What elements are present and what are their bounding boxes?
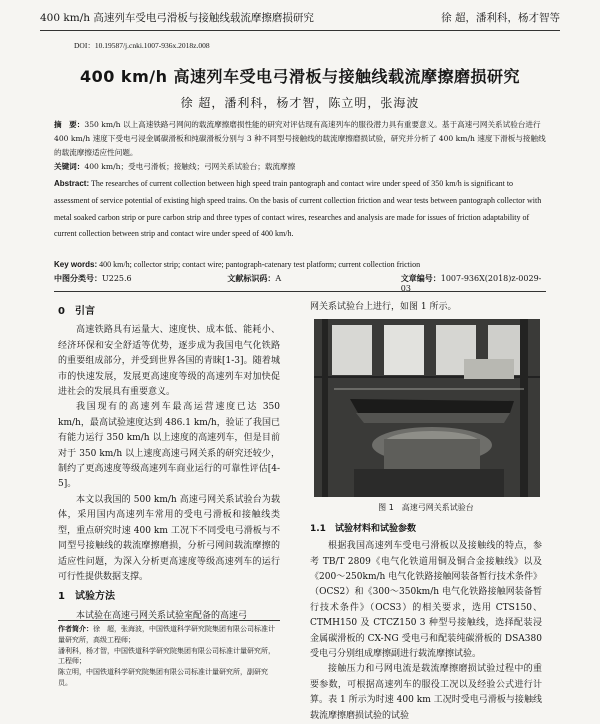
- running-header-title: 400 km/h 高速列车受电弓滑板与接触线载流摩擦磨损研究: [40, 11, 314, 24]
- section-1-heading: 1 试验方法: [58, 591, 115, 603]
- english-abstract-text: The researches of current collection between high speed train pantograph and contact wire under speed of 350 km/h is significant to assessment of service potential of existing high speed trains. On the basis of current collection friction and wear tests between pantograph collector with metal soaked carbon strip or pure carbon strip and three types of contact wires, researches and analysis are made for issues of friction adaptability of current collection between strip and contact wire under speed of 400 km/h.: [54, 179, 542, 239]
- english-keywords-label: Key words:: [54, 260, 98, 269]
- english-keywords: [54, 258, 546, 272]
- article-number: 文章编号：1007-936X(2018)z-0029-03: [400, 274, 542, 293]
- clc-number: 中图分类号：U225.6: [54, 274, 132, 283]
- paragraph-parameters: 接触压力和弓网电流是载流摩擦磨损试验过程中的重要参数，可根据高速列车的服役工况以及经验公式进行计算。表 1 所示为时速 400 km 工况时受电弓滑板与接触线载流摩擦磨损试验的试验: [310, 664, 542, 721]
- document-code: 文献标识码：A: [227, 274, 282, 283]
- running-header-authors: 徐 超，潘利科，杨才智等: [441, 11, 560, 24]
- classification-row: [54, 273, 546, 292]
- footnote-line-1: 作者简介：徐 超，张海波，中国铁道科学研究院集团有限公司标准计量研究所，高级工程师；: [58, 625, 275, 644]
- doi: DOI：10.19587/j.cnki.1007-936x.2018z.008: [74, 41, 210, 50]
- chinese-abstract-label: 摘 要：: [54, 120, 85, 129]
- chinese-abstract-text: 350 km/h 以上高速铁路弓网间的载流摩擦磨损性能的研究对评估现有高速列车的服役潜力具有重要意义。基于高速弓网关系试验台进行 400 km/h 速度下受电弓浸金属碳滑板和纯碳滑板分别与 3 种不同型号接触线的载流摩擦磨损试验，研究并分析了 400 km/h 速度下滑板与接触线的载流摩擦适应性问题。: [54, 120, 546, 157]
- running-header: [40, 8, 560, 31]
- left-column: [58, 300, 280, 624]
- figure-1-caption: 图 1 高速弓网关系试验台: [378, 503, 474, 513]
- english-abstract-label: Abstract:: [54, 179, 90, 188]
- paragraph-intro-1: 高速铁路具有运量大、速度快、成本低、能耗小、经济环保和安全舒适等优势，逐步成为我国电气化铁路的重要组成部分，并受到世界各国的青睐[1-3]。随着城市的快速发展，发展更高速度等级的高速列车对加快促进社会的发展具有重要意义。: [58, 325, 280, 398]
- chinese-keywords: [54, 160, 546, 174]
- author-footnote: [58, 620, 280, 689]
- footnote-line-2: 潘利科，杨才智，中国铁道科学研究院集团有限公司标准计量研究所，工程师；: [58, 646, 275, 666]
- paragraph-materials: 根据我国高速列车受电弓滑板以及接触线的特点，参考 TB/T 2809《电气化铁道用铜及铜合金接触线》以及《200～250km/h 电气化铁路接触网装备暂行技术条件》（OCS2）和《300～350km/h 电气化铁路接触网装备暂行技术条件》（OCS3）的相关要求，选用 CTS150、CTMH150 及 CTCZ150 3 种型号接触线，选择配装浸金属碳滑板的 CX-NG 受电弓和配装纯碳滑板的 DSA380 受电弓分别组成摩擦副进行载流摩擦试验。: [310, 541, 542, 660]
- chinese-keywords-text: 400 km/h；受电弓滑板；接触线；弓网关系试验台；载流摩擦: [84, 162, 296, 171]
- author-list: 徐 超，潘利科，杨才智，陈立明，张海波: [180, 96, 420, 110]
- paper-title: 400 km/h 高速列车受电弓滑板与接触线载流摩擦磨损研究: [79, 67, 521, 86]
- paragraph-method-cont: 网关系试验台上进行，如图 1 所示。: [310, 302, 457, 312]
- english-abstract: [54, 176, 546, 243]
- paragraph-intro-2: 我国现有的高速列车最高运营速度已达 350 km/h，最高试验速度达到 486.1 km/h，验证了我国已有能力运行 350 km/h 以上速度的高速列车，但是目前对于 350 km/h 以上速度高速弓网关系的研究还较少，制约了更高速度等级高速列车商业运行的可靠性评估[4-5]。: [58, 402, 280, 490]
- chinese-abstract: [54, 118, 546, 159]
- footnote-line-3: 陈立明，中国铁道科学研究院集团有限公司标准计量研究所，副研究员。: [58, 668, 268, 687]
- chinese-keywords-label: 关键词：: [54, 162, 85, 171]
- test-rig-photo-graphic: [314, 319, 540, 497]
- test-rig-photo: [314, 319, 540, 497]
- english-keywords-text: 400 km/h; collector strip; contact wire; pantograph-catenary test platform; current collection friction: [99, 260, 421, 269]
- section-1-1-heading: 1.1 试验材料和试验参数: [310, 523, 416, 534]
- paragraph-method-1: 本试验在高速弓网关系试验室配备的高速弓: [76, 610, 248, 621]
- paragraph-intro-3: 本文以我国的 500 km/h 高速弓网关系试验台为载体，采用国内高速列车常用的受电弓滑板和接触线类型，重点研究时速 400 km 工况下不同受电弓滑板与不同型号接触线的载流摩擦磨损，分析弓网间载流摩擦的适应性问题，为深入分析更高速度等级高速列车的运行可行性提供数据支撑。: [58, 494, 280, 582]
- section-0-heading: 0 引言: [58, 306, 95, 317]
- right-column: [310, 300, 542, 724]
